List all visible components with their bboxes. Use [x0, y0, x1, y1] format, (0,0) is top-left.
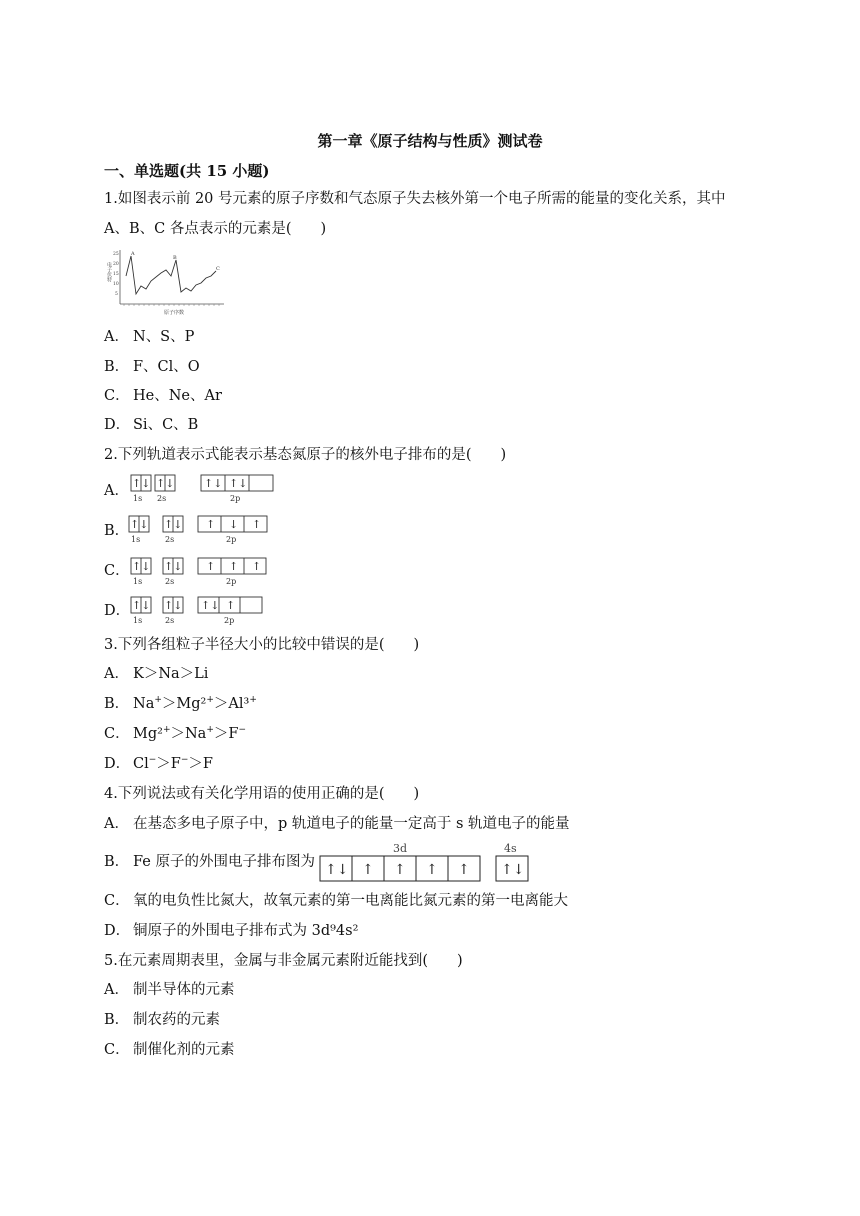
q2-option-a-diagram [130, 474, 280, 504]
svg-text:↑: ↑ [426, 862, 438, 878]
svg-text:1s: 1s [133, 577, 143, 586]
q1-option-d[interactable]: D． Si、C、B [104, 417, 199, 433]
svg-text:↑: ↑ [206, 560, 216, 573]
svg-text:↑: ↑ [458, 862, 470, 878]
svg-text:↑↓: ↑↓ [164, 560, 183, 573]
y-tick-15: 15 [113, 272, 119, 277]
fe-orbital-diagram [318, 841, 534, 885]
svg-text:↑: ↑ [206, 518, 216, 531]
svg-text:↑: ↑ [252, 560, 262, 573]
section-heading: 一、单选题(共 15 小题) [104, 162, 270, 180]
svg-text:↑↓: ↑↓ [204, 477, 223, 490]
q2-stem: 2.下列轨道表示式能表示基态氮原子的核外电子排布的是( ) [104, 447, 507, 463]
q2-option-c-diagram [130, 557, 280, 587]
svg-text:2p: 2p [224, 616, 235, 625]
svg-text:↑: ↑ [252, 518, 262, 531]
y-tick-10: 10 [113, 282, 119, 287]
svg-text:↑↓: ↑↓ [132, 477, 151, 490]
q3-option-b[interactable]: B． Na+＞Mg²+＞Al³+ [104, 695, 257, 712]
q3-option-a[interactable]: A． K＞Na＞Li [104, 666, 209, 682]
q5-option-b[interactable]: B． 制农药的元素 [104, 1012, 220, 1028]
svg-text:↑↓: ↑↓ [164, 599, 183, 612]
chart-point-a: A [131, 251, 135, 257]
ionization-energy-chart [104, 248, 229, 322]
svg-text:↑: ↑ [226, 599, 236, 612]
orbital-label-1s: 1s [133, 494, 143, 503]
q1-option-c[interactable]: C． He、Ne、Ar [104, 388, 222, 404]
chart-ylabel: 电子伏特 [106, 262, 112, 282]
q5-option-a[interactable]: A． 制半导体的元素 [104, 982, 235, 998]
svg-text:↑↓: ↑↓ [164, 518, 183, 531]
chart-point-c: C [216, 266, 220, 272]
q3-stem: 3.下列各组粒子半径大小的比较中错误的是( ) [104, 637, 420, 653]
svg-text:↑: ↑ [229, 560, 239, 573]
q4-option-a[interactable]: A． 在基态多电子原子中，p 轨道电子的能量一定高于 s 轨道电子的能量 [104, 816, 570, 832]
q2-option-d[interactable]: D． [104, 603, 131, 619]
svg-text:↑↓: ↑↓ [201, 599, 220, 612]
svg-text:1s: 1s [133, 616, 143, 625]
chart-line [126, 256, 216, 294]
q2-option-c[interactable]: C． [104, 563, 130, 579]
y-tick-25: 25 [113, 252, 119, 257]
y-tick-5: 5 [115, 292, 118, 297]
svg-text:↑↓: ↑↓ [132, 599, 151, 612]
q3-option-c[interactable]: C． Mg²+＞Na+＞F− [104, 725, 246, 742]
q1-option-b[interactable]: B． F、Cl、O [104, 359, 200, 375]
q2-option-a[interactable]: A． [104, 483, 129, 499]
subshell-label-4s: 4s [504, 842, 517, 855]
orbital-label-2s: 2s [157, 494, 167, 503]
q1-option-a[interactable]: A． N、S、P [104, 329, 195, 345]
chart-point-b: B [173, 255, 177, 261]
svg-text:↑: ↑ [394, 862, 406, 878]
q5-stem: 5.在元素周期表里，金属与非金属元素附近能找到( ) [104, 953, 463, 969]
q1-stem-line1: 1.如图表示前 20 号元素的原子序数和气态原子失去核外第一个电子所需的能量的变化关系，其中 [104, 191, 726, 207]
svg-text:↑↓: ↑↓ [325, 862, 349, 878]
q5-option-c[interactable]: C． 制催化剂的元素 [104, 1042, 235, 1058]
svg-text:↓: ↓ [229, 518, 239, 531]
q2-option-b-diagram [128, 515, 278, 545]
q4-option-c[interactable]: C． 氧的电负性比氮大，故氧元素的第一电离能比氮元素的第一电离能大 [104, 893, 568, 909]
svg-text:↑↓: ↑↓ [156, 477, 175, 490]
page-title: 第一章《原子结构与性质》测试卷 [317, 132, 543, 150]
svg-text:↑↓: ↑↓ [130, 518, 149, 531]
q2-option-d-diagram [130, 596, 280, 626]
svg-text:2p: 2p [226, 577, 237, 586]
q2-option-b[interactable]: B． [104, 523, 130, 539]
q4-stem: 4.下列说法或有关化学用语的使用正确的是( ) [104, 786, 420, 802]
svg-text:↑: ↑ [362, 862, 374, 878]
orbital-label-2p: 2p [230, 494, 241, 503]
svg-text:2s: 2s [165, 616, 175, 625]
svg-text:2s: 2s [165, 577, 175, 586]
svg-text:↑↓: ↑↓ [229, 477, 248, 490]
svg-text:↑↓: ↑↓ [132, 560, 151, 573]
q4-option-d[interactable]: D． 铜原子的外围电子排布式为 3d⁹4s² [104, 923, 359, 939]
q3-option-d[interactable]: D． Cl−＞F−＞F [104, 755, 213, 772]
q4-option-b[interactable]: B． Fe 原子的外围电子排布图为 [104, 854, 315, 870]
svg-text:1s: 1s [131, 535, 141, 544]
svg-text:↑↓: ↑↓ [501, 862, 525, 878]
svg-text:2p: 2p [226, 535, 237, 544]
y-tick-20: 20 [113, 262, 119, 267]
chart-xlabel: 原子序数 [164, 310, 185, 316]
svg-text:2s: 2s [165, 535, 175, 544]
subshell-label-3d: 3d [393, 842, 408, 855]
q1-stem-line2: A、B、C 各点表示的元素是( ) [104, 221, 327, 237]
